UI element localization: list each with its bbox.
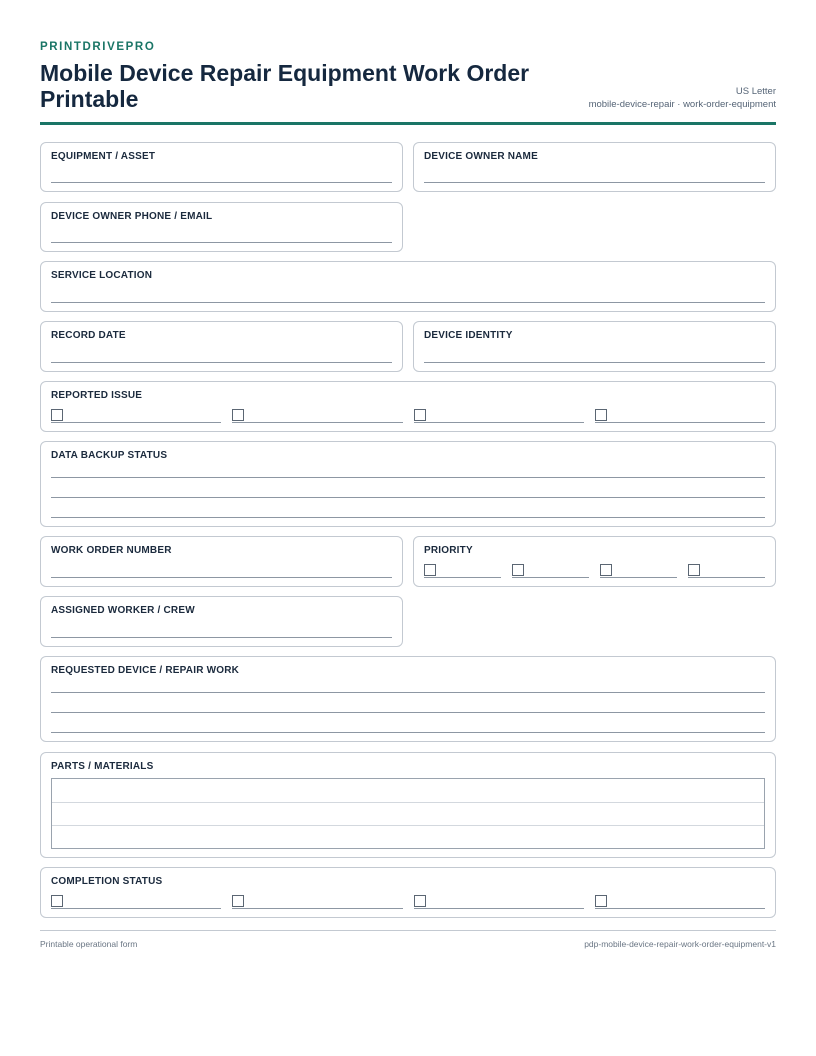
device-owner-contact-input-line[interactable]	[51, 242, 392, 243]
checkbox[interactable]	[595, 895, 607, 907]
record-date-label: RECORD DATE	[51, 330, 126, 341]
requested-work-field	[40, 656, 776, 742]
table-row[interactable]	[52, 779, 764, 803]
service-location-field	[40, 261, 776, 312]
work-order-number-field	[40, 536, 403, 587]
completion-status-option	[232, 895, 402, 909]
requested-work-input-line[interactable]	[51, 692, 765, 693]
device-identity-label: DEVICE IDENTITY	[424, 330, 513, 341]
parts-materials-field	[40, 752, 776, 858]
document-tags: mobile-device-repair · work-order-equipment	[588, 99, 776, 110]
checkbox[interactable]	[51, 409, 63, 421]
checkbox[interactable]	[512, 564, 524, 576]
work-order-number-label: WORK ORDER NUMBER	[51, 545, 172, 556]
reported-issue-field	[40, 381, 776, 432]
data-backup-status-input-line[interactable]	[51, 477, 765, 478]
work-order-number-input-line[interactable]	[51, 577, 392, 578]
device-identity-field	[413, 321, 776, 372]
form-id: pdp-mobile-device-repair-work-order-equipment-v1	[584, 939, 776, 949]
priority-option	[688, 564, 765, 578]
assigned-worker-field	[40, 596, 403, 647]
footer-note: Printable operational form	[40, 939, 138, 949]
equipment-asset-field	[40, 142, 403, 192]
document-meta	[589, 85, 776, 111]
completion-status-option	[414, 895, 584, 909]
completion-status-field	[40, 867, 776, 918]
equipment-asset-label: EQUIPMENT / ASSET	[51, 151, 156, 162]
device-owner-name-label: DEVICE OWNER NAME	[424, 151, 538, 162]
footer-divider	[40, 930, 776, 931]
requested-work-input-line[interactable]	[51, 712, 765, 713]
completion-status-label: COMPLETION STATUS	[51, 876, 163, 887]
checkbox[interactable]	[424, 564, 436, 576]
service-location-label: SERVICE LOCATION	[51, 270, 153, 281]
checkbox[interactable]	[414, 409, 426, 421]
priority-label: PRIORITY	[424, 545, 473, 556]
reported-issue-option	[232, 409, 402, 423]
record-date-field	[40, 321, 403, 372]
priority-options	[424, 564, 765, 578]
completion-status-option	[51, 895, 221, 909]
checkbox[interactable]	[51, 895, 63, 907]
table-row[interactable]	[52, 803, 764, 827]
priority-field	[413, 536, 776, 587]
checkbox[interactable]	[232, 895, 244, 907]
page-title: Mobile Device Repair Equipment Work Order Printable	[40, 60, 530, 112]
data-backup-status-field	[40, 441, 776, 527]
checkbox[interactable]	[232, 409, 244, 421]
data-backup-status-label: DATA BACKUP STATUS	[51, 450, 168, 461]
checkbox[interactable]	[688, 564, 700, 576]
header-divider	[40, 122, 776, 125]
table-row[interactable]	[52, 826, 764, 850]
service-location-input-line[interactable]	[51, 302, 765, 303]
device-owner-contact-label: DEVICE OWNER PHONE / EMAIL	[51, 211, 213, 222]
device-owner-name-input-line[interactable]	[424, 182, 765, 183]
priority-option	[600, 564, 677, 578]
assigned-worker-label: ASSIGNED WORKER / CREW	[51, 605, 195, 616]
parts-materials-label: PARTS / MATERIALS	[51, 761, 154, 772]
reported-issue-option	[595, 409, 765, 423]
priority-option	[512, 564, 589, 578]
equipment-asset-input-line[interactable]	[51, 182, 392, 183]
completion-status-options	[51, 895, 765, 909]
reported-issue-label: REPORTED ISSUE	[51, 390, 143, 401]
device-owner-contact-field	[40, 202, 403, 252]
requested-work-input-line[interactable]	[51, 732, 765, 733]
requested-work-label: REQUESTED DEVICE / REPAIR WORK	[51, 665, 240, 676]
checkbox[interactable]	[600, 564, 612, 576]
device-owner-name-field	[413, 142, 776, 192]
data-backup-status-input-line[interactable]	[51, 497, 765, 498]
checkbox[interactable]	[414, 895, 426, 907]
parts-materials-table	[51, 778, 765, 849]
reported-issue-option	[51, 409, 221, 423]
completion-status-option	[595, 895, 765, 909]
reported-issue-options	[51, 409, 765, 423]
brand-name: PRINTDRIVEPRO	[40, 41, 156, 53]
priority-option	[424, 564, 501, 578]
record-date-input-line[interactable]	[51, 362, 392, 363]
assigned-worker-input-line[interactable]	[51, 637, 392, 638]
reported-issue-option	[414, 409, 584, 423]
data-backup-status-input-line[interactable]	[51, 517, 765, 518]
paper-size: US Letter	[735, 86, 776, 97]
work-order-page	[40, 0, 776, 1056]
checkbox[interactable]	[595, 409, 607, 421]
device-identity-input-line[interactable]	[424, 362, 765, 363]
